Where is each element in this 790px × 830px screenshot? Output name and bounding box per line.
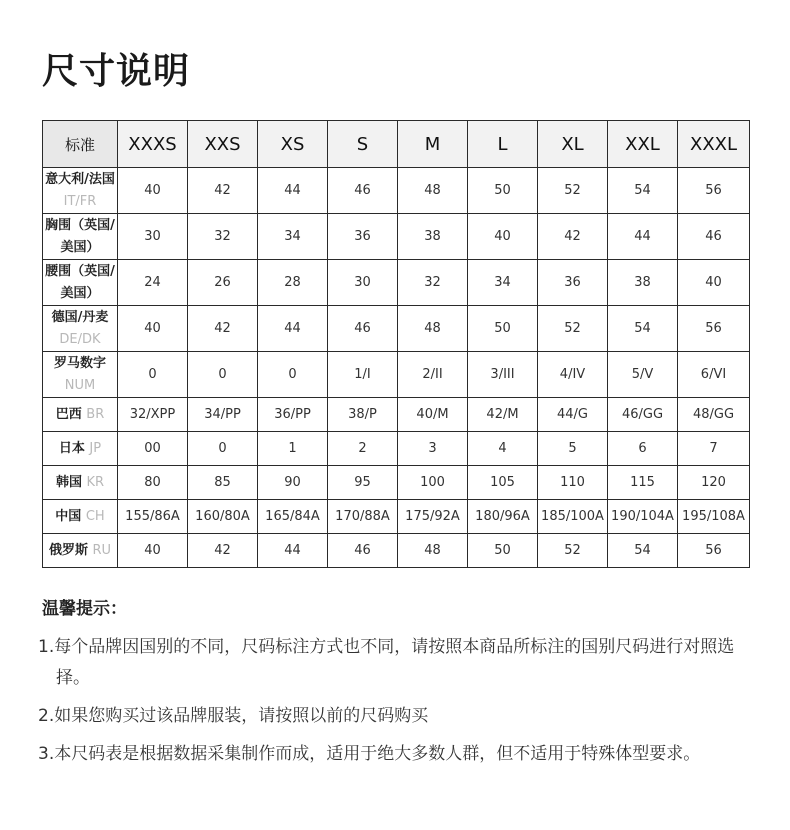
row-label-code: IT/FR (63, 193, 97, 209)
size-cell: 48 (398, 534, 468, 568)
size-cell: 100 (398, 466, 468, 500)
size-cell: 3/III (468, 352, 538, 398)
row-label-text: 腰围（英国/美国） (45, 263, 115, 301)
size-cell: 32/XPP (118, 398, 188, 432)
size-cell: 44 (258, 168, 328, 214)
size-cell: 185/100A (538, 500, 608, 534)
size-cell: 40 (118, 168, 188, 214)
size-header-row (43, 121, 750, 168)
size-cell: 46 (328, 306, 398, 352)
size-row (43, 432, 750, 466)
size-cell: 4/IV (538, 352, 608, 398)
row-label-text: 意大利/法国 (45, 171, 115, 187)
size-cell: 5/V (608, 352, 678, 398)
size-cell: 6 (608, 432, 678, 466)
size-cell: 155/86A (118, 500, 188, 534)
size-cell: 56 (678, 168, 750, 214)
size-cell: 46/GG (608, 398, 678, 432)
row-label-text: 韩国 (55, 474, 82, 490)
size-cell: 42 (188, 534, 258, 568)
row-label (43, 432, 118, 466)
row-label (43, 398, 118, 432)
tip-item: 3.本尺码表是根据数据采集制作而成，适用于绝大多数人群，但不适用于特殊体型要求。 (38, 744, 701, 764)
size-cell: 44 (258, 306, 328, 352)
size-cell: 52 (538, 534, 608, 568)
size-cell: 38 (398, 214, 468, 260)
size-cell: 42/M (468, 398, 538, 432)
row-label-text: 日本 (58, 440, 85, 456)
row-label-code: NUM (64, 377, 96, 393)
size-cell: 54 (608, 534, 678, 568)
size-cell: 26 (188, 260, 258, 306)
size-row (43, 534, 750, 568)
size-cell: 95 (328, 466, 398, 500)
size-header-xxs: XXS (188, 121, 258, 168)
size-cell: 44 (608, 214, 678, 260)
size-cell: 180/96A (468, 500, 538, 534)
size-row (43, 398, 750, 432)
size-header-xxxl: XXXL (678, 121, 750, 168)
size-cell: 32 (188, 214, 258, 260)
size-cell: 00 (118, 432, 188, 466)
size-cell: 120 (678, 466, 750, 500)
size-cell: 46 (328, 168, 398, 214)
size-cell: 40 (118, 534, 188, 568)
size-cell: 42 (188, 168, 258, 214)
size-header-l: L (468, 121, 538, 168)
size-cell: 34 (468, 260, 538, 306)
size-cell: 30 (118, 214, 188, 260)
row-label (43, 260, 118, 306)
size-cell: 0 (188, 352, 258, 398)
row-label (43, 168, 118, 214)
row-label (43, 352, 118, 398)
size-rows (43, 168, 750, 568)
size-cell: 7 (678, 432, 750, 466)
size-cell: 1 (258, 432, 328, 466)
tip-item: 1.每个品牌因国别的不同，尺码标注方式也不同，请按照本商品所标注的国别尺码进行对照选择。 (38, 637, 735, 688)
size-cell: 32 (398, 260, 468, 306)
size-header-s: S (328, 121, 398, 168)
size-cell: 38 (608, 260, 678, 306)
row-label (43, 466, 118, 500)
row-label-code: DE/DK (59, 331, 101, 347)
size-chart-table (42, 120, 750, 568)
size-cell: 48/GG (678, 398, 750, 432)
row-label-text: 中国 (55, 508, 82, 524)
size-row (43, 260, 750, 306)
size-cell: 85 (188, 466, 258, 500)
size-header-xl: XL (538, 121, 608, 168)
row-label (43, 500, 118, 534)
size-cell: 165/84A (258, 500, 328, 534)
size-cell: 2 (328, 432, 398, 466)
size-cell: 6/VI (678, 352, 750, 398)
size-cell: 2/II (398, 352, 468, 398)
size-row (43, 352, 750, 398)
size-cell: 50 (468, 534, 538, 568)
size-row (43, 306, 750, 352)
size-cell: 160/80A (188, 500, 258, 534)
size-cell: 48 (398, 306, 468, 352)
size-cell: 80 (118, 466, 188, 500)
size-row (43, 168, 750, 214)
size-cell: 36 (328, 214, 398, 260)
size-cell: 40 (468, 214, 538, 260)
tips-heading: 温馨提示： (42, 599, 127, 619)
size-cell: 170/88A (328, 500, 398, 534)
size-cell: 44 (258, 534, 328, 568)
size-cell: 110 (538, 466, 608, 500)
row-label-text: 俄罗斯 (48, 542, 88, 558)
row-label-text: 胸围（英国/美国） (45, 217, 115, 255)
row-label-code: BR (86, 406, 105, 422)
size-cell: 36/PP (258, 398, 328, 432)
size-cell: 44/G (538, 398, 608, 432)
row-label-text: 巴西 (55, 406, 82, 422)
size-cell: 40 (118, 306, 188, 352)
page-title: 尺寸说明 (42, 51, 191, 92)
size-cell: 54 (608, 306, 678, 352)
row-label-code: RU (92, 542, 112, 558)
size-cell: 54 (608, 168, 678, 214)
size-cell: 195/108A (678, 500, 750, 534)
size-cell: 36 (538, 260, 608, 306)
size-cell: 50 (468, 168, 538, 214)
row-label-text: 德国/丹麦 (51, 309, 109, 325)
row-label-code: JP (89, 440, 102, 456)
size-cell: 50 (468, 306, 538, 352)
size-cell: 42 (538, 214, 608, 260)
size-cell: 46 (328, 534, 398, 568)
tip-item: 2.如果您购买过该品牌服装，请按照以前的尺码购买 (38, 706, 429, 726)
size-cell: 3 (398, 432, 468, 466)
size-cell: 56 (678, 534, 750, 568)
size-cell: 90 (258, 466, 328, 500)
size-cell: 30 (328, 260, 398, 306)
size-cell: 52 (538, 168, 608, 214)
row-label (43, 534, 118, 568)
size-cell: 5 (538, 432, 608, 466)
size-cell: 56 (678, 306, 750, 352)
size-cell: 48 (398, 168, 468, 214)
row-label (43, 306, 118, 352)
size-cell: 1/I (328, 352, 398, 398)
size-cell: 46 (678, 214, 750, 260)
size-cell: 40 (678, 260, 750, 306)
size-cell: 24 (118, 260, 188, 306)
size-header-m: M (398, 121, 468, 168)
size-row (43, 500, 750, 534)
row-label (43, 214, 118, 260)
size-cell: 40/M (398, 398, 468, 432)
size-header-xxxs: XXXS (118, 121, 188, 168)
size-cell: 175/92A (398, 500, 468, 534)
row-label-code: CH (85, 508, 105, 524)
size-cell: 52 (538, 306, 608, 352)
size-cell: 34/PP (188, 398, 258, 432)
size-header-xs: XS (258, 121, 328, 168)
size-row (43, 214, 750, 260)
size-cell: 38/P (328, 398, 398, 432)
standard-header: 标准 (43, 121, 118, 168)
size-row (43, 466, 750, 500)
size-header-xxl: XXL (608, 121, 678, 168)
size-cell: 105 (468, 466, 538, 500)
size-cell: 28 (258, 260, 328, 306)
size-cell: 34 (258, 214, 328, 260)
size-cell: 42 (188, 306, 258, 352)
size-cell: 0 (258, 352, 328, 398)
size-cell: 115 (608, 466, 678, 500)
size-cell: 190/104A (608, 500, 678, 534)
size-cell: 0 (118, 352, 188, 398)
size-cell: 4 (468, 432, 538, 466)
row-label-code: KR (86, 474, 105, 490)
row-label-text: 罗马数字 (53, 355, 106, 371)
size-cell: 0 (188, 432, 258, 466)
